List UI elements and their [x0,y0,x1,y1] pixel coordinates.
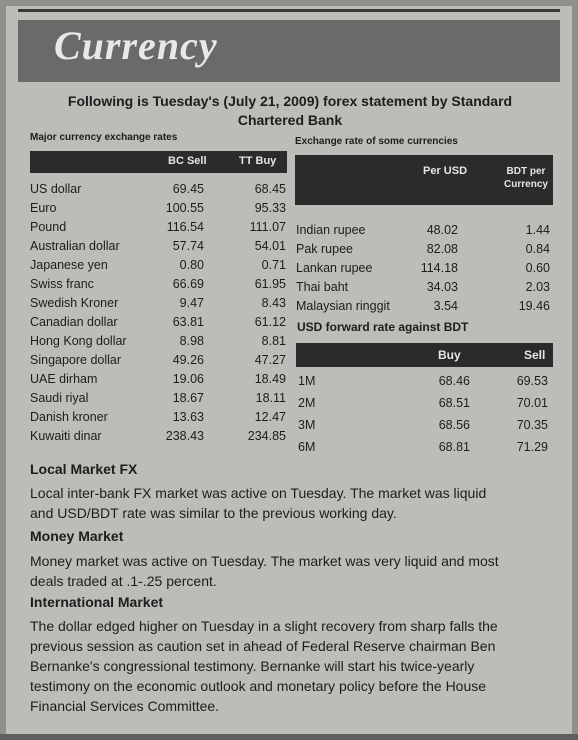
bc-sell-value: 9.47 [179,296,204,310]
table-row [30,256,290,275]
per-usd-value: 48.02 [426,223,458,237]
tt-buy-value: 61.95 [254,277,286,291]
bdt-value: 1.44 [525,223,550,237]
table-row [296,259,552,278]
currency-name: Indian rupee [296,223,366,237]
table-row [30,199,290,218]
bc-sell-value: 69.45 [172,182,204,196]
local-market-heading: Local Market FX [30,461,138,477]
currency-name: US dollar [30,182,82,196]
bc-sell-value: 116.54 [166,220,204,234]
table-row [298,438,552,457]
bdt-value: 19.46 [518,299,550,313]
per-usd-value: 34.03 [426,280,458,294]
tt-buy-value: 18.49 [254,372,286,386]
tt-buy-value: 61.12 [254,315,286,329]
bc-sell-value: 100.55 [165,201,204,215]
bdt-value: 2.03 [525,280,550,294]
bc-sell-value: 8.98 [179,334,204,348]
intro-line-1: Following is Tuesday's (July 21, 2009) forex statement by Standard [67,93,513,109]
term-label: 1M [298,374,316,388]
forward-sell-value: 70.01 [516,396,548,410]
international-market-heading: International Market [30,594,164,610]
paragraph-line: previous session as caution set in ahead of Federal Reserve chairman Ben [30,638,496,654]
bc-sell-value: 49.26 [172,353,204,367]
paragraph-line: testimony on the economic outlook and monetary policy before the House [30,678,487,694]
paragraph-line: Money market was active on Tuesday. The market was very liquid and most [30,553,499,569]
tt-buy-value: 111.07 [249,220,286,234]
currency-name: Hong Kong dollar [30,334,127,348]
forward-sell-value: 71.29 [516,440,548,454]
col-per-usd: Per USD [423,165,468,177]
forward-sell-value: 70.35 [516,418,548,432]
col-bc-sell: BC Sell [168,155,207,167]
table-row [30,351,290,370]
bc-sell-value: 13.63 [172,410,204,424]
term-label: 3M [298,418,316,432]
tt-buy-value: 0.71 [261,258,286,272]
some-rates-header-bar [295,155,553,205]
bc-sell-value: 63.81 [172,315,204,329]
bc-sell-value: 66.69 [172,277,204,291]
money-market-paragraph [30,551,556,591]
table-row [30,332,290,351]
table-row [30,180,290,199]
paragraph-line: deals traded at .1-.25 percent. [30,573,217,589]
international-market-paragraph [30,616,556,716]
currency-name: Swedish Kroner [30,296,119,310]
currency-name: Pak rupee [296,242,353,256]
forward-buy-value: 68.56 [438,418,470,432]
intro-text [30,92,550,130]
table-row [298,394,552,413]
forward-buy-value: 68.81 [438,440,470,454]
bdt-value: 0.60 [525,261,550,275]
currency-name: Japanese yen [30,258,108,272]
forward-buy-value: 68.46 [438,374,470,388]
tt-buy-value: 234.85 [247,429,286,443]
bc-sell-value: 0.80 [179,258,204,272]
tt-buy-value: 68.45 [254,182,286,196]
col-bdt-line-1: BDT per [506,166,546,177]
table-row [296,278,552,297]
paragraph-line: Financial Services Committee. [30,698,220,714]
bc-sell-value: 238.43 [165,429,204,443]
currency-name: Lankan rupee [296,261,373,275]
tt-buy-value: 12.47 [254,410,286,424]
tt-buy-value: 95.33 [254,201,286,215]
currency-name: Canadian dollar [30,315,118,329]
major-rates-header-bar [30,151,287,173]
forward-rate-label: USD forward rate against BDT [297,320,469,334]
currency-name: Australian dollar [30,239,120,253]
term-label: 2M [298,396,316,410]
paragraph-line: Local inter-bank FX market was active on Tuesday. The market was liquid [30,485,487,501]
paragraph-line: and USD/BDT rate was similar to the previous working day. [30,505,397,521]
section-header [18,20,560,82]
section-title: Currency [54,23,218,68]
paragraph-line: The dollar edged higher on Tuesday in a slight recovery from sharp falls the [30,618,498,634]
table-row [30,237,290,256]
top-rule [18,9,560,12]
currency-name: Malaysian ringgit [296,299,390,313]
col-tt-buy: TT Buy [239,155,277,167]
table-row [298,416,552,435]
tt-buy-value: 47.27 [254,353,286,367]
per-usd-value: 114.18 [420,261,458,275]
major-rates-label: Major currency exchange rates [30,132,178,143]
table-row [30,389,290,408]
term-label: 6M [298,440,316,454]
table-row [296,297,552,316]
col-bdt-per-currency [503,165,549,191]
table-row [30,370,290,389]
table-row [298,372,552,391]
per-usd-value: 82.08 [426,242,458,256]
col-forward-buy: Buy [438,348,461,362]
currency-name: Pound [30,220,67,234]
col-forward-sell: Sell [524,348,546,362]
tt-buy-value: 18.11 [255,391,286,405]
currency-name: Euro [30,201,57,215]
table-row [296,240,552,259]
bdt-value: 0.84 [525,242,550,256]
tt-buy-value: 54.01 [254,239,286,253]
table-row [30,408,290,427]
table-row [30,427,290,446]
table-row [30,313,290,332]
table-row [296,221,552,240]
bottom-edge [0,734,578,740]
some-rates-label: Exchange rate of some currencies [295,136,458,147]
forward-rate-header-bar [296,343,553,367]
paragraph-line: Bernanke's congressional testimony. Bernanke will start his twice-yearly [30,658,475,674]
currency-name: Thai baht [296,280,349,294]
per-usd-value: 3.54 [433,299,458,313]
currency-name: Singapore dollar [30,353,122,367]
bc-sell-value: 19.06 [172,372,204,386]
currency-name: UAE dirham [30,372,98,386]
intro-line-2: Chartered Bank [237,112,343,128]
bc-sell-value: 18.67 [172,391,204,405]
currency-name: Danish kroner [30,410,108,424]
table-row [30,294,290,313]
table-row [30,275,290,294]
col-bdt-line-2: Currency [504,179,548,190]
currency-name: Kuwaiti dinar [30,429,102,443]
local-market-paragraph [30,483,556,523]
bc-sell-value: 57.74 [172,239,204,253]
tt-buy-value: 8.81 [261,334,286,348]
money-market-heading: Money Market [30,528,124,544]
currency-name: Swiss franc [30,277,94,291]
forward-buy-value: 68.51 [438,396,470,410]
currency-name: Saudi riyal [30,391,89,405]
tt-buy-value: 8.43 [261,296,286,310]
table-row [30,218,290,237]
forward-sell-value: 69.53 [516,374,548,388]
